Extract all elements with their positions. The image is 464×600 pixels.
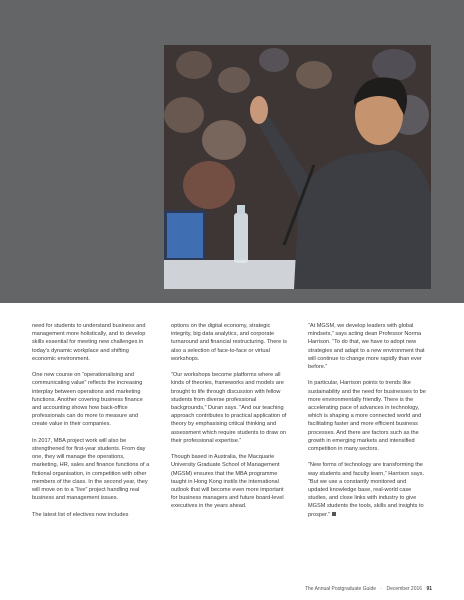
text-column-3 <box>308 322 426 527</box>
paragraph-final <box>308 461 426 518</box>
paragraph: “At MGSM, we develop leaders with global mindsets,” says acting dean Professor Norma Harrison. “To do that, we have to adopt new strategies and adapt to a new environment that will continue to change more rapidly than ever before.” <box>308 323 425 371</box>
paragraph: Though based in Australia, the Macquarie University Graduate School of Management (MGSM) ensures that the MBA programme taught in Hong Kong instils the international outlook that will become even more important for business managers and future board-level executives in the years ahead. <box>171 454 284 510</box>
paragraph: In 2017, MBA project work will also be strengthened for first-year students. From day one, they will manage the operations, marketing, HR, sales and finance functions of a fictional organisation, in competition with other members of the class. In the second year, they will move on to a “live” project handling real business and management issues. <box>32 437 150 502</box>
paragraph: One new course on “operationalising and communicating value” reflects the increasing interplay between operations and marketing functions. Another covering business finance and accounting shows how back-office professionals can do more to measure and create value in their companies. <box>32 372 143 428</box>
photo-illustration <box>164 45 431 289</box>
footer-publication: The Annual Postgraduate Guide <box>304 586 377 592</box>
page-number: 91 <box>426 586 432 592</box>
paragraph: “Our workshops become platforms where all kinds of theories, frameworks and models are brought to life through discussion with fellow students from diverse professional backgrounds,” Duran says. “And our teaching approach contributes to practical application of theory by emphasising critical thinking and assessment which require students to draw on their professional expertise.” <box>171 372 287 444</box>
paragraph: need for students to understand business and management more holistically, and to develop skills essential for meeting new challenges in today's dynamic workplace and shifting economic environment. <box>32 323 146 362</box>
paragraph: options on the digital economy, strategic integrity, big data analytics, and corporate turnaround and financial restructuring. There is also a selection of face-to-face or virtual workshops. <box>171 323 287 362</box>
end-mark-icon <box>332 512 336 516</box>
text-column-1 <box>32 322 150 527</box>
page-footer <box>302 586 432 592</box>
speaker-photo <box>164 45 431 289</box>
paragraph: In particular, Harrison points to trends like sustainability and the need for businesses to be more environmentally friendly. There is the accelerating pace of advances in technology, which is shaping a more connected world and facilitating faster and more efficient business processes. And there are factors such as the growth in emerging markets and intensified competition in many sectors. <box>308 380 426 453</box>
paragraph: The latest list of electives now includes <box>32 511 129 518</box>
footer-separator: · <box>380 586 383 592</box>
text-column-2 <box>171 322 289 519</box>
paragraph-text: “New forms of technology are transforming the way students and faculty learn,” Harrison says. “But we use a constantly monitored and updated knowledge base, real-world case studies, and close links with industry to give MGSM students the tools, skills and insights to prosper.” <box>308 462 424 518</box>
footer-date: December 2016 <box>386 586 423 592</box>
